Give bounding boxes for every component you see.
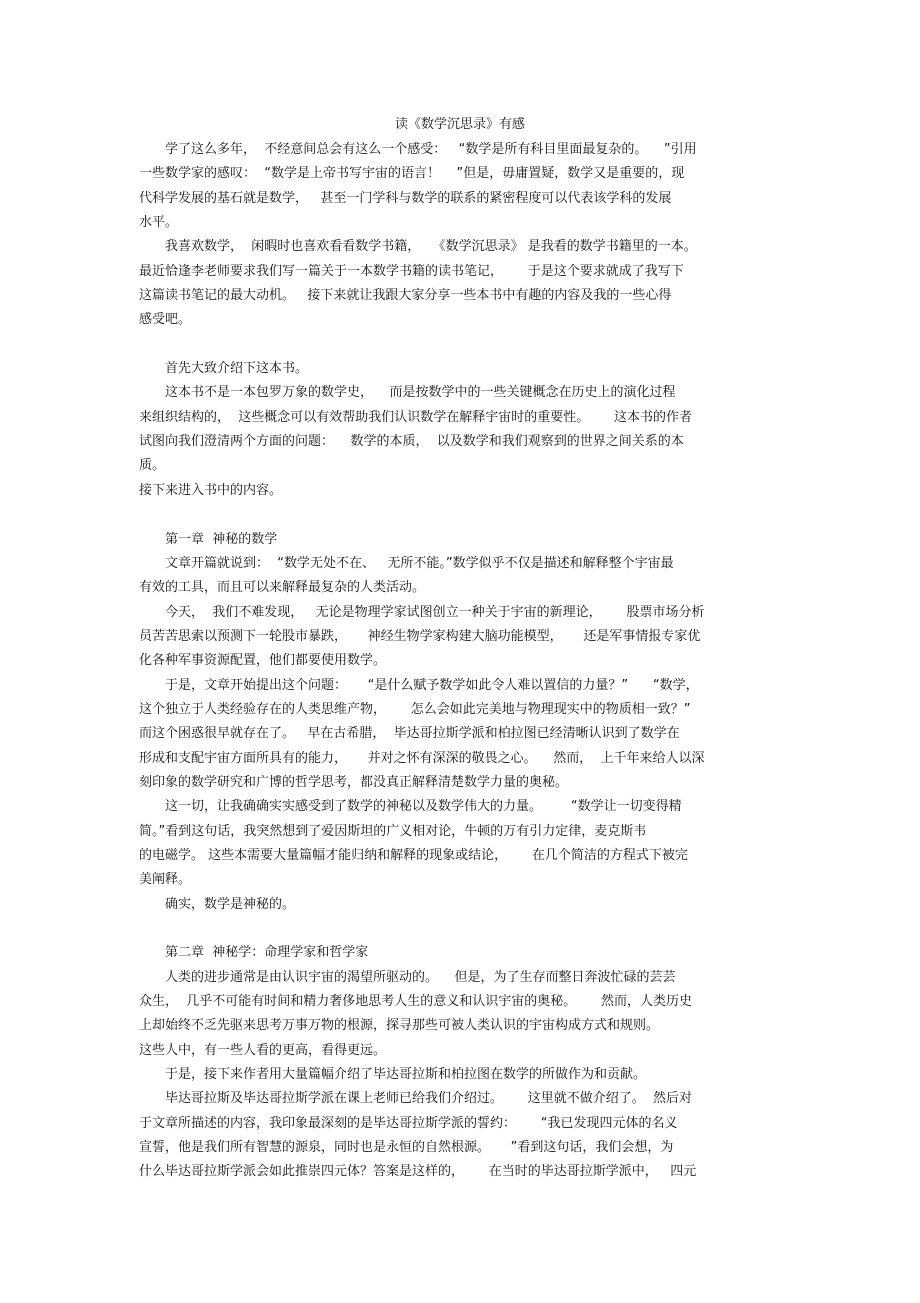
text-line: 宣誓，他是我们所有智慧的源泉，同时也是永恒的自然根源。 ”看到这句话，我们会想，为 [139,1140,674,1156]
text-line: 什么毕达哥拉斯学派会如此推崇四元体？答案是这样的， 在当时的毕达哥拉斯学派中， 四元 [139,1164,697,1180]
text-line: 这一切，让我确确实实感受到了数学的神秘以及数学伟大的力量。 “数学让一切变得精 [165,799,682,815]
chapter-one-heading: 第一章 神秘的数学 [165,531,278,547]
text-line: 今天， 我们不难发现， 无论是物理学家试图创立一种关于宇宙的新理论， 股票市场分析 [165,604,705,620]
text-line: 众生， 几乎不可能有时间和精力奢侈地思考人生的意义和认识宇宙的奥秘。 然而，人类历史 [139,994,693,1010]
text-line: 毕达哥拉斯及毕达哥拉斯学派在课上老师已给我们介绍过。 这里就不做介绍了。 然后对 [165,1091,693,1107]
paragraph-spacer [139,503,779,527]
text-line: 确实，数学是神秘的。 [165,896,296,912]
text-line: 最近恰逢李老师要求我们写一篇关于一本数学书籍的读书笔记， 于是这个要求就成了我写下 [139,263,684,279]
text-line: 化各种军事资源配置，他们都要使用数学。 [139,653,387,669]
text-line: 员苦苦思索以预测下一轮股市暴跌， 神经生物学家构建大脑功能模型， 还是军事情报专家优 [139,628,701,644]
text-line: 这个独立于人类经验存在的人类思维产物， 怎么会如此完美地与物理现实中的物质相一致？” [139,701,691,717]
text-line: 简。”看到这句话，我突然想到了爱因斯坦的广义相对论，牛顿的万有引力定律，麦克斯韦 [139,823,647,839]
text-line: 刻印象的数学研究和广博的哲学思考，都没真正解释清楚数学力量的奥秘。 [139,774,569,790]
text-line: 的电磁学。 这些本需要大量篇幅才能归纳和解释的现象或结论， 在几个简洁的方程式下被完 [139,847,688,863]
document-body [139,138,779,1185]
text-line: 文章开篇就说到： “数学无处不在、 无所不能。”数学似乎不仅是描述和解释整个宇宙最 [165,555,674,571]
text-line: 而这个困惑很早就存在了。 早在古希腊， 毕达哥拉斯学派和柏拉图已经清晰认识到了数学在 [139,726,680,742]
text-line: 于文章所描述的内容，我印象最深刻的是毕达哥拉斯学派的誓约： “我已发现四元体的名义 [139,1115,678,1131]
text-line: 上却始终不乏先驱来思考万事万物的根源，探寻那些可被人类认识的宇宙构成方式和规则。 [139,1018,660,1034]
text-line: 人类的进步通常是由认识宇宙的渴望所驱动的。 但是，为了生存而整日奔波忙碌的芸芸 [165,969,676,985]
text-line: 我喜欢数学， 闲暇时也喜欢看看数学书籍， 《数学沉思录》 是我看的数学书籍里的一本。 [165,239,697,255]
paragraph-spacer [139,333,779,357]
text-line: 接下来进入书中的内容。 [139,482,283,498]
text-line: 学了这么多年， 不经意间总会有这么一个感受： “数学是所有科目里面最复杂的。 ”引用 [165,142,697,157]
text-line: 一些数学家的感叹： “数学是上帝书写宇宙的语言！ ”但是，毋庸置疑，数学又是重要的，现 [139,166,685,182]
text-line: 水平。 [139,215,179,231]
text-line: 有效的工具，而且可以来解释最复杂的人类活动。 [139,580,426,596]
text-line: 于是，文章开始提出这个问题： “是什么赋予数学如此令人难以置信的力量？” “数学， [165,677,699,693]
text-line: 代科学发展的基石就是数学， 甚至一门学科与数学的联系的紧密程度可以代表该学科的发展 [139,190,672,206]
text-line: 这些人中，有一些人看的更高，看得更远。 [139,1042,387,1058]
section-intro-heading: 首先大致介绍下这本书。 [165,361,309,377]
text-line: 质。 [139,458,166,474]
text-line: 这篇读书笔记的最大动机。 接下来就让我跟大家分享一些本书中有趣的内容及我的一些心得 [139,288,672,304]
text-line: 于是，接下来作者用大量篇幅介绍了毕达哥拉斯和柏拉图在数学的所做作为和贡献。 [165,1067,647,1083]
text-line: 美阐释。 [139,872,192,888]
text-line: 试图向我们澄清两个方面的问题： 数学的本质， 以及数学和我们观察到的世界之间关系的本 [139,434,684,450]
chapter-two-heading: 第二章 神秘学：命理学家和哲学家 [165,945,369,961]
text-line: 形成和支配宇宙方面所具有的能力， 并对之怀有深深的敬畏之心。 然而， 上千年来给人以深 [139,750,705,766]
document-title: 读《数学沉思录》有感 [394,117,525,132]
text-line: 感受吧。 [139,312,192,328]
text-line: 来组织结构的， 这些概念可以有效帮助我们认识数学在解释宇宙时的重要性。 这本书的作者 [139,409,693,425]
text-line: 这本书不是一本包罗万象的数学史， 而是按数学中的一些关键概念在历史上的演化过程 [165,385,676,401]
paragraph-spacer [139,917,779,941]
